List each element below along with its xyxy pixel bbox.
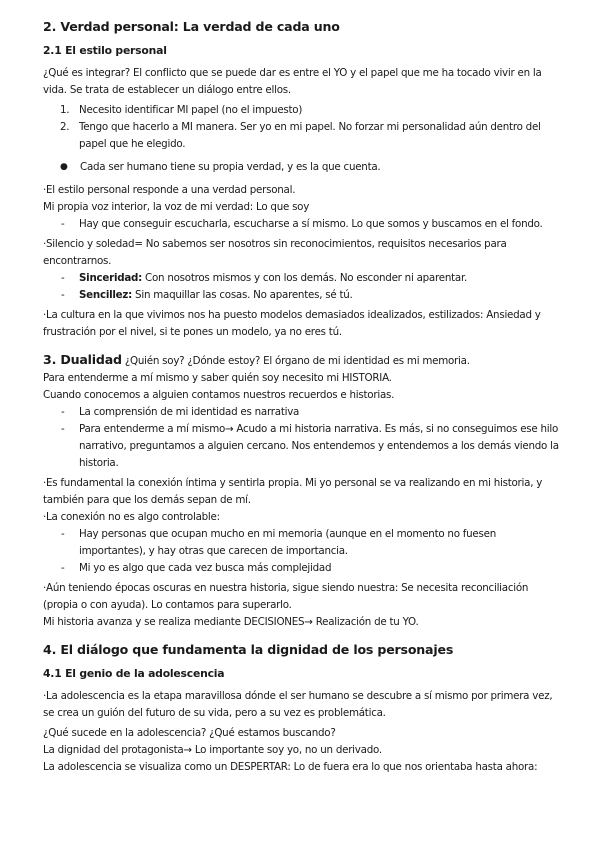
list-text: Hay personas que ocupan mucho en mi memoria (aunque en el momento no fuesen importantes), y hay otras que carecen de importancia. bbox=[79, 528, 496, 557]
paragraph: ·La conexión no es algo controlable: bbox=[43, 511, 220, 523]
dash-marker: - bbox=[61, 528, 65, 540]
dash-marker: - bbox=[61, 272, 65, 284]
paragraph: La adolescencia se visualiza como un DESPERTAR: Lo de fuera era lo que nos orientaba hasta ahora: bbox=[43, 761, 538, 773]
list-number: 2. bbox=[60, 121, 70, 133]
list-label: Sinceridad: bbox=[79, 272, 143, 284]
list-item bbox=[43, 216, 563, 233]
list-text: Cada ser humano tiene su propia verdad, y es la que cuenta. bbox=[80, 161, 381, 173]
section-2-title: 2. Verdad personal: La verdad de cada uno bbox=[43, 19, 340, 34]
list-text bbox=[79, 287, 563, 304]
paragraph: ·Es fundamental la conexión íntima y sentirla propia. Mi yo personal se va realizando en mi historia, y también para que los demás sepan de mí. bbox=[43, 477, 543, 506]
list-text: La comprensión de mi identidad es narrativa bbox=[79, 406, 300, 418]
paragraph: ·Silencio y soledad= No sabemos ser nosotros sin reconocimientos, requisitos necesarios para encontrarnos. bbox=[43, 238, 507, 267]
list-text-rest: Con nosotros mismos y con los demás. No esconder ni aparentar. bbox=[142, 272, 468, 284]
section-3-heading-line bbox=[43, 351, 563, 370]
list-item bbox=[43, 102, 563, 119]
section-4-title: 4. El diálogo que fundamenta la dignidad de los personajes bbox=[43, 642, 454, 657]
list-label: Sencillez: bbox=[79, 289, 133, 301]
paragraph: ·La adolescencia es la etapa maravillosa dónde el ser humano se descubre a sí mismo por primera vez, se crea un guión del futuro de su vida, pero a su vez es problemática. bbox=[43, 690, 553, 719]
list-number: 1. bbox=[60, 104, 70, 116]
list-item bbox=[43, 159, 563, 176]
section-3-title-rest: ¿Quién soy? ¿Dónde estoy? El órgano de mi identidad es mi memoria. bbox=[121, 355, 470, 367]
list-text: Mi yo es algo que cada vez busca más complejidad bbox=[79, 562, 332, 574]
section-3-title: 3. Dualidad bbox=[43, 352, 122, 367]
dash-marker: - bbox=[61, 218, 65, 230]
paragraph: Mi historia avanza y se realiza mediante DECISIONES→ Realización de tu YO. bbox=[43, 616, 419, 628]
list-item bbox=[43, 119, 563, 153]
section-4-1-subtitle: 4.1 El genio de la adolescencia bbox=[43, 667, 225, 680]
list-text: Hay que conseguir escucharla, escucharse a sí mismo. Lo que somos y buscamos en el fondo. bbox=[79, 218, 543, 230]
paragraph: Cuando conocemos a alguien contamos nuestros recuerdos e historias. bbox=[43, 389, 395, 401]
paragraph: ·Aún teniendo épocas oscuras en nuestra historia, sigue siendo nuestra: Se necesita reconciliación (propia o con ayuda). Lo contamos para superarlo. bbox=[43, 582, 529, 611]
list-text: Para entenderme a mí mismo→ Acudo a mi historia narrativa. Es más, si no conseguimos ese hilo narrativo, preguntamos a alguien cercano. Nos entendemos y entendemos a los demás viendo la historia. bbox=[79, 423, 559, 469]
list-item bbox=[43, 404, 563, 421]
list-text-rest: Sin maquillar las cosas. No aparentes, sé tú. bbox=[132, 289, 353, 301]
paragraph: Mi propia voz interior, la voz de mi verdad: Lo que soy bbox=[43, 201, 310, 213]
dash-marker: - bbox=[61, 406, 65, 418]
list-item bbox=[43, 421, 563, 472]
dash-marker: - bbox=[61, 423, 65, 435]
dash-marker: - bbox=[61, 562, 65, 574]
paragraph: ¿Qué sucede en la adolescencia? ¿Qué estamos buscando? bbox=[43, 727, 336, 739]
section-2-1-subtitle: 2.1 El estilo personal bbox=[43, 44, 167, 57]
paragraph: La dignidad del protagonista→ Lo importante soy yo, no un derivado. bbox=[43, 744, 382, 756]
dash-marker: - bbox=[61, 289, 65, 301]
paragraph: ·La cultura en la que vivimos nos ha puesto modelos demasiados idealizados, estilizados: Ansiedad y frustración por el nivel, si te pones un modelo, ya no eres tú. bbox=[43, 309, 541, 338]
paragraph: ·El estilo personal responde a una verdad personal. bbox=[43, 184, 296, 196]
list-item bbox=[43, 560, 563, 577]
bullet-icon: ● bbox=[60, 162, 68, 172]
paragraph: Para entenderme a mí mismo y saber quién soy necesito mi HISTORIA. bbox=[43, 372, 392, 384]
list-item bbox=[43, 287, 563, 304]
list-text: Necesito identificar MI papel (no el impuesto) bbox=[79, 104, 303, 116]
list-text: Tengo que hacerlo a MI manera. Ser yo en mi papel. No forzar mi personalidad aún dentro del papel que he elegido. bbox=[79, 121, 541, 150]
list-item bbox=[43, 526, 563, 560]
paragraph: ¿Qué es integrar? El conflicto que se puede dar es entre el YO y el papel que me ha tocado vivir en la vida. Se trata de establecer un diálogo entre ellos. bbox=[43, 67, 542, 96]
list-item bbox=[43, 270, 563, 287]
document-page bbox=[43, 18, 563, 776]
list-text bbox=[79, 270, 563, 287]
